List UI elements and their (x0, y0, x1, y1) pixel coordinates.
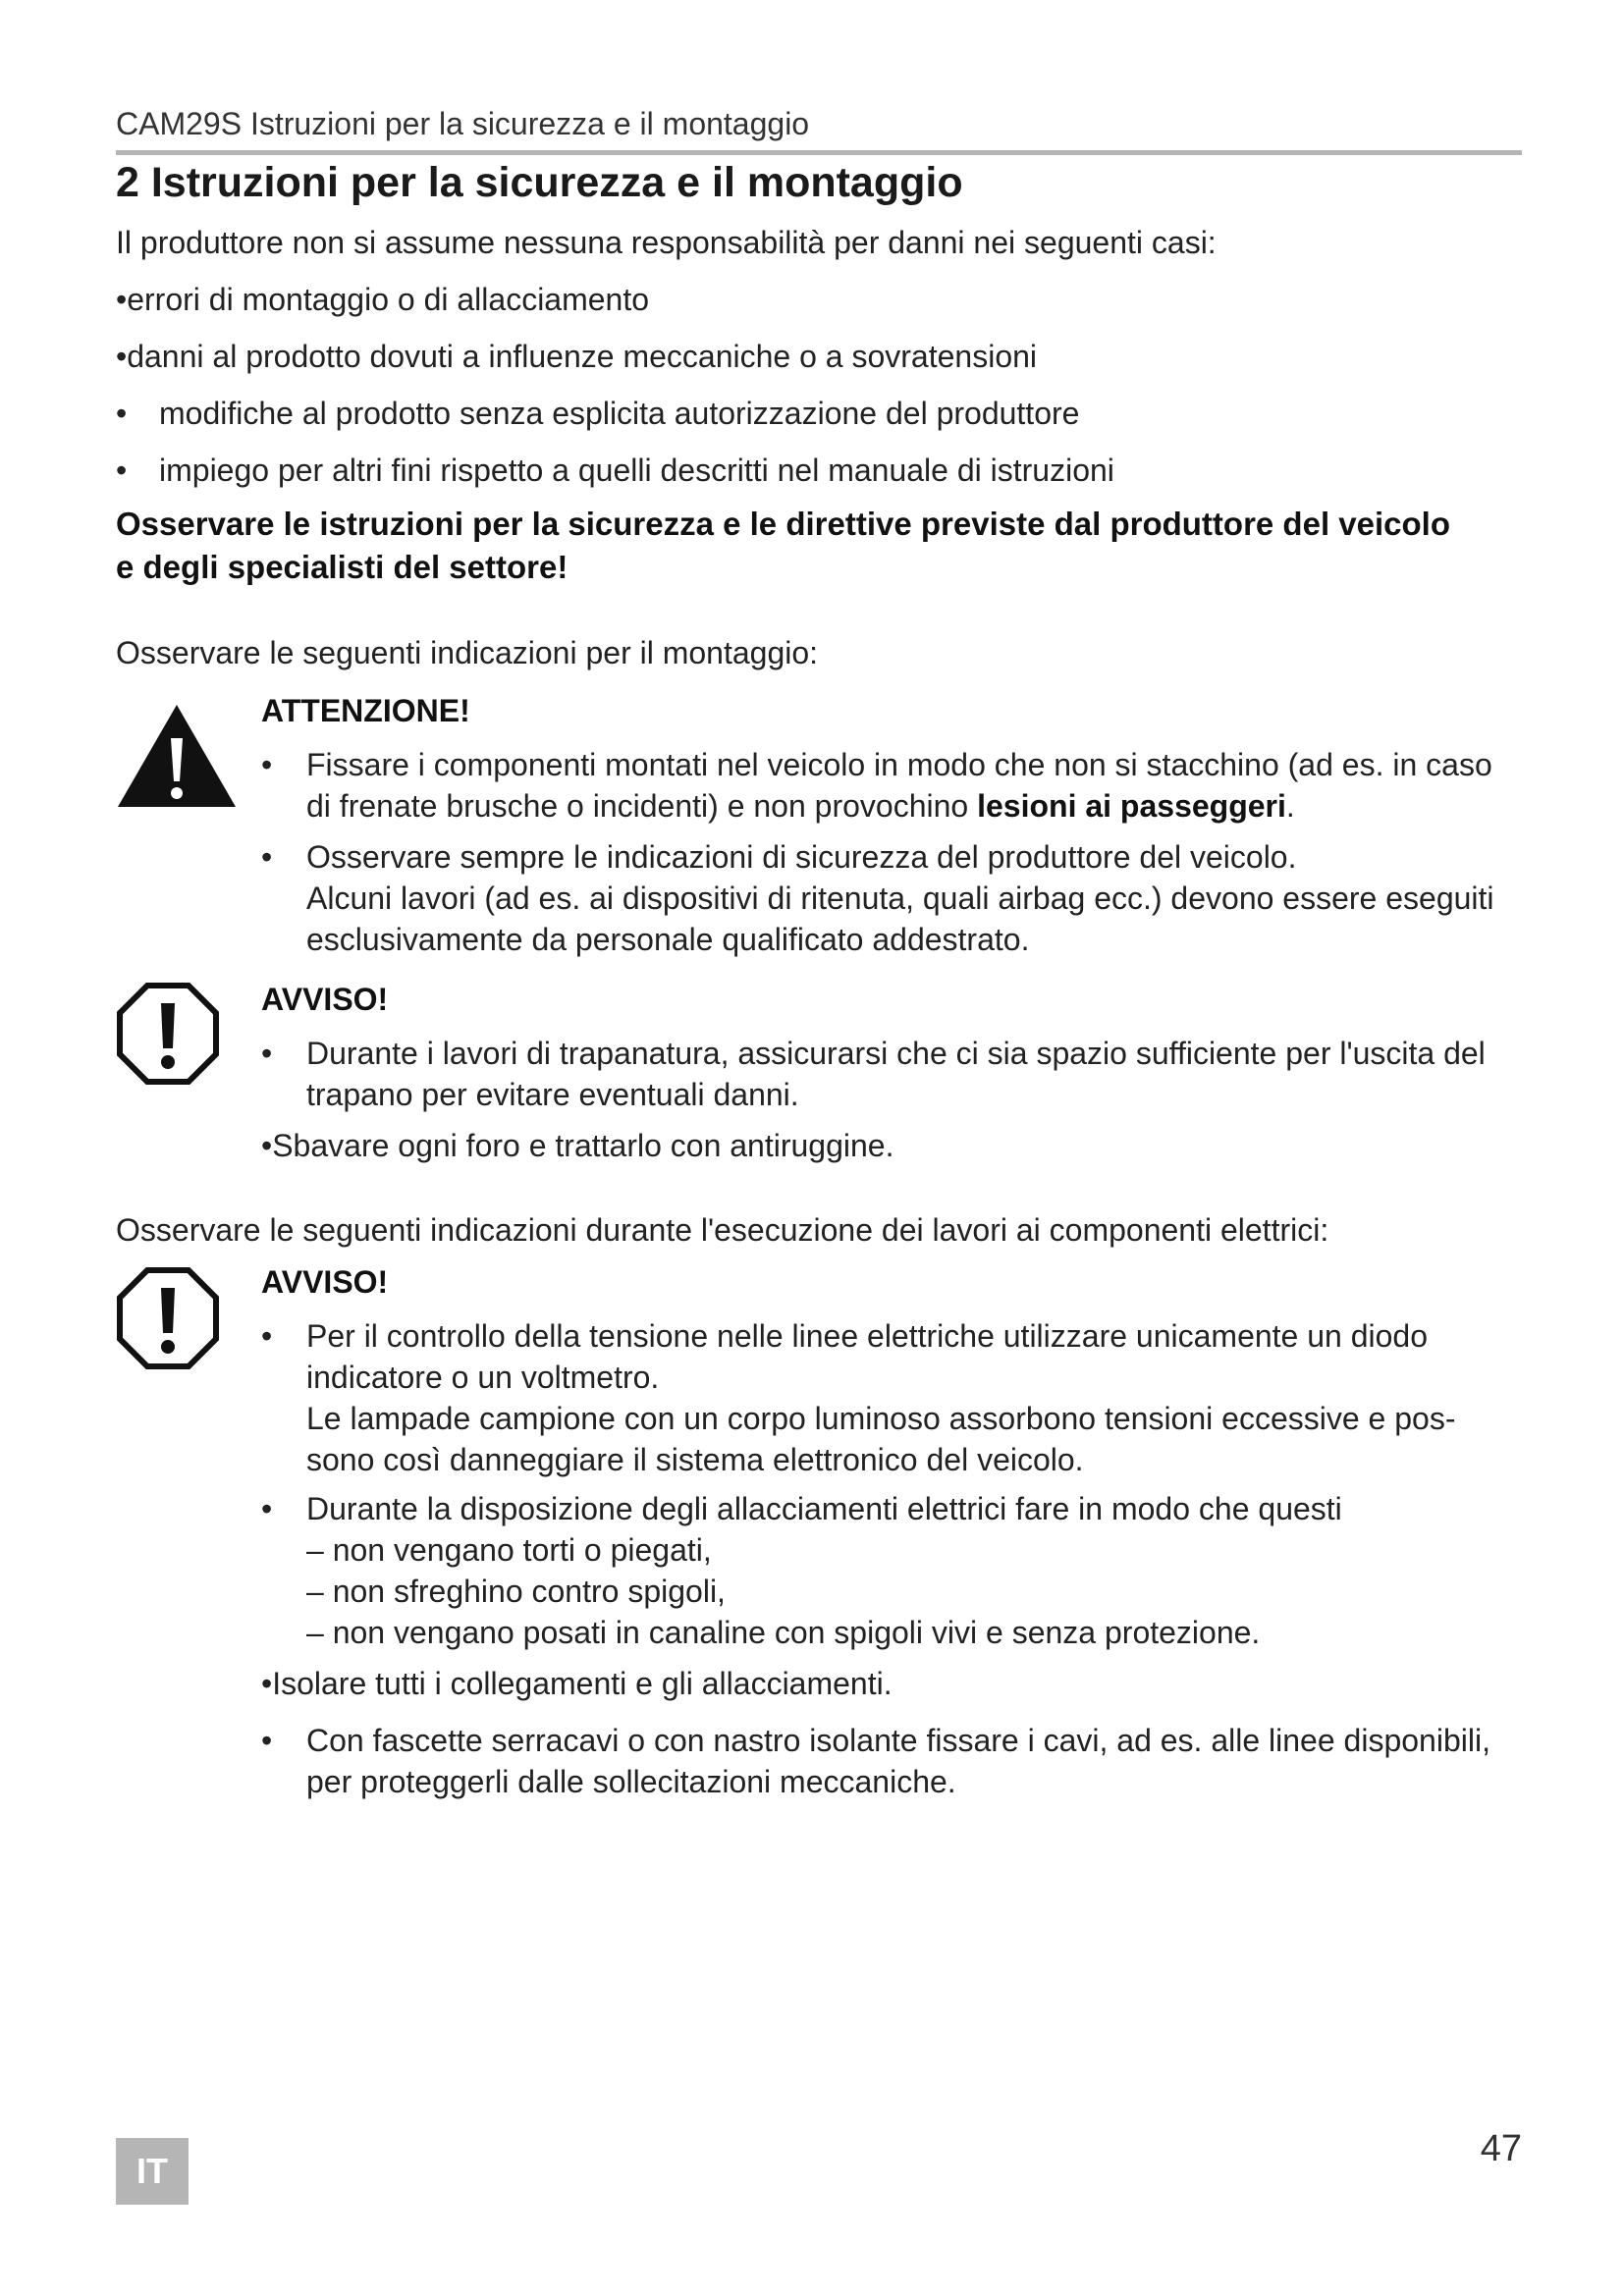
notice-item-line: per proteggerli dalle sollecitazioni meccaniche. (306, 1764, 956, 1799)
bullet: • (261, 839, 273, 875)
bullet: • (261, 1036, 273, 1071)
warning-item-line: di frenate brusche o incidenti) e non provochino lesioni ai passeggeri. (306, 788, 1295, 824)
notice-item (261, 1720, 1528, 1802)
section-title: 2 Istruzioni per la sicurezza e il montaggio (116, 159, 963, 206)
notice-item-line: – non vengano posati in canaline con spigoli vivi e senza protezione. (306, 1615, 1261, 1650)
warning-item (261, 744, 1528, 827)
list-item-text: errori di montaggio o di allacciamento (127, 282, 650, 317)
notice-item-line: Sbavare ogni foro e trattarlo con antiruggine. (272, 1128, 894, 1163)
list-item-text: danni al prodotto dovuti a influenze meccaniche o a sovratensioni (127, 339, 1038, 374)
bullet: • (116, 282, 128, 317)
notice-item-line: Durante i lavori di trapanatura, assicurarsi che ci sia spazio sufficiente per l'uscita del (306, 1036, 1486, 1071)
notice-item-line: Le lampade campione con un corpo luminoso assorbono tensioni eccessive e pos- (306, 1401, 1456, 1436)
running-header: CAM29S Istruzioni per la sicurezza e il montaggio (116, 106, 810, 141)
notice-item-line: Con fascette serracavi o con nastro isolante fissare i cavi, ad es. alle linee disponibili, (306, 1723, 1490, 1758)
notice-item (261, 1125, 1528, 1166)
notice-item-line: – non vengano torti o piegati, (306, 1532, 712, 1568)
bullet: • (261, 1491, 273, 1526)
mounting-intro: Osservare le seguenti indicazioni per il montaggio: (116, 635, 819, 670)
list-item-text: modifiche al prodotto senza esplicita autorizzazione del produttore (159, 396, 1080, 431)
warning-item (261, 836, 1528, 960)
notice-item (261, 1663, 1528, 1704)
notice-heading: AVVISO! (261, 1264, 389, 1300)
notice-item-line: – non sfreghino contro spigoli, (306, 1574, 726, 1609)
notice-item-line: Isolare tutti i collegamenti e gli allacciamenti. (272, 1666, 893, 1701)
notice-item-line: sono così danneggiare il sistema elettronico del veicolo. (306, 1442, 1084, 1477)
emphasis-line: Osservare le istruzioni per la sicurezza e le direttive previste dal produttore del veicolo (116, 506, 1450, 542)
bullet: • (261, 1318, 273, 1354)
list-item (116, 450, 1114, 491)
notice-item (261, 1488, 1528, 1653)
notice-heading: AVVISO! (261, 982, 389, 1017)
warning-item-line: Fissare i componenti montati nel veicolo in modo che non si stacchino (ad es. in caso (306, 747, 1492, 782)
notice-item-line: Durante la disposizione degli allacciamenti elettrici fare in modo che questi (306, 1491, 1342, 1526)
electrical-intro: Osservare le seguenti indicazioni durante l'esecuzione dei lavori ai componenti elettrici: (116, 1212, 1329, 1248)
bullet: • (116, 453, 128, 488)
list-item (116, 336, 1037, 377)
warning-item-line: Osservare sempre le indicazioni di sicurezza del produttore del veicolo. (306, 839, 1297, 875)
warning-item-line: esclusivamente da personale qualificato addestrato. (306, 922, 1030, 957)
header-rule (116, 150, 1522, 155)
notice-item-line: Per il controllo della tensione nelle linee elettriche utilizzare unicamente un diodo (306, 1318, 1429, 1354)
list-item (116, 393, 1079, 434)
list-item-text: impiego per altri fini rispetto a quelli descritti nel manuale di istruzioni (159, 453, 1114, 488)
bullet: • (261, 1666, 273, 1701)
warning-item-line: Alcuni lavori (ad es. ai dispositivi di ritenuta, quali airbag ecc.) devono essere eseguiti (306, 881, 1494, 916)
notice-item-line: trapano per evitare eventuali danni. (306, 1077, 799, 1112)
notice-octagon-icon (116, 982, 220, 1091)
liability-intro: Il produttore non si assume nessuna responsabilità per danni nei seguenti casi: (116, 225, 1217, 260)
notice-item (261, 1315, 1528, 1480)
language-tab: IT (116, 2138, 189, 2205)
emphasis-note (116, 503, 1530, 589)
bullet: • (116, 339, 128, 374)
bullet: • (261, 1723, 273, 1758)
notice-octagon-icon (116, 1266, 220, 1375)
page-number: 47 (1480, 2128, 1522, 2169)
warning-triangle-icon (116, 703, 238, 814)
list-item (116, 279, 649, 320)
notice-item (261, 1033, 1528, 1115)
warning-heading: ATTENZIONE! (261, 693, 470, 728)
bullet: • (116, 396, 128, 431)
bullet: • (261, 747, 273, 782)
bullet: • (261, 1128, 273, 1163)
emphasis-line: e degli specialisti del settore! (116, 549, 568, 585)
notice-item-line: indicatore o un voltmetro. (306, 1360, 660, 1395)
passenger-injury-emphasis: lesioni ai passeggeri (977, 788, 1286, 824)
